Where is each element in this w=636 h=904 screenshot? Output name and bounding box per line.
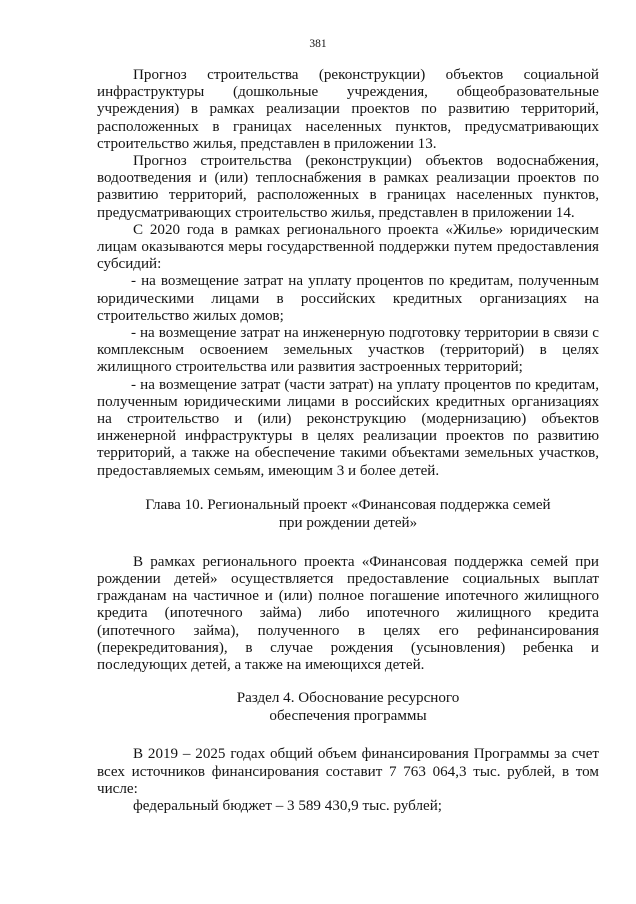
paragraph-federal-budget: федеральный бюджет – 3 589 430,9 тыс. рублей;: [133, 797, 442, 814]
list-item-subsidy-infrastructure: - на возмещение затрат (части затрат) на уплату процентов по кредитам, полученным юридическими лицами в российских кредитных организациях на строительство и (или) реконструкцию (модернизацию) объектов инженерной инфраструктуры в целях реализации проектов по развитию территорий, а также на обеспечение такими объектами земельных участков, предоставляемых семьям, имеющим 3 и более детей.: [97, 376, 599, 479]
section-4-heading-line1: Раздел 4. Обоснование ресурсного: [236, 690, 460, 707]
chapter-10-heading-line2: при рождении детей»: [278, 514, 418, 531]
chapter-10-heading: [97, 496, 599, 532]
section-4-heading-line2: обеспечения программы: [269, 708, 427, 725]
list-item-subsidy-engineering: - на возмещение затрат на инженерную подготовку территории в связи с комплексным освоением земельных участков (территорий) в целях жилищного строительства или развития застроенных территорий;: [97, 325, 599, 376]
list-item-subsidy-interest: - на возмещение затрат на уплату процентов по кредитам, полученным юридическими лицами в российских кредитных организациях на строительство жилых домов;: [97, 273, 599, 324]
chapter-10-heading-line1: Глава 10. Региональный проект «Финансовая поддержка семей: [145, 496, 551, 513]
paragraph-social-infrastructure: Прогноз строительства (реконструкции) объектов социальной инфраструктуры (дошкольные учреждения, общеобразовательные учреждения) в рамках реализации проектов по развитию территорий, расположенных в границах населенных пунктов, предусматривающих строительство жилья, представлен в приложении 13.: [97, 67, 599, 152]
paragraph-housing-project-subsidies: С 2020 года в рамках регионального проекта «Жилье» юридическим лицам оказываются меры государственной поддержки путем предоставления субсидий:: [97, 221, 599, 273]
page-content: [97, 67, 599, 815]
page-number: 381: [309, 38, 327, 50]
paragraph-total-financing: В 2019 – 2025 годах общий объем финансирования Программы за счет всех источников финансирования составит 7 763 064,3 тыс. рублей, в том числе:: [97, 746, 599, 797]
paragraph-water-supply: Прогноз строительства (реконструкции) объектов водоснабжения, водоотведения и (или) теплоснабжения в рамках реализации проектов по развитию территорий, расположенных в границах населенных пунктов, предусматривающих строительство жилья, представлен в приложении 14.: [97, 153, 599, 221]
section-4-heading: [97, 689, 599, 725]
paragraph-family-support: В рамках регионального проекта «Финансовая поддержка семей при рождении детей» осуществляется предоставление социальных выплат гражданам на частичное и (или) полное погашение ипотечного жилищного кредита (ипотечного займа) либо ипотечного жилищного кредита (ипотечного займа), полученного в целях его рефинансирования (перекредитования), в случае рождения (усыновления) ребенка и последующих детей, а также на имеющихся детей.: [97, 553, 599, 674]
